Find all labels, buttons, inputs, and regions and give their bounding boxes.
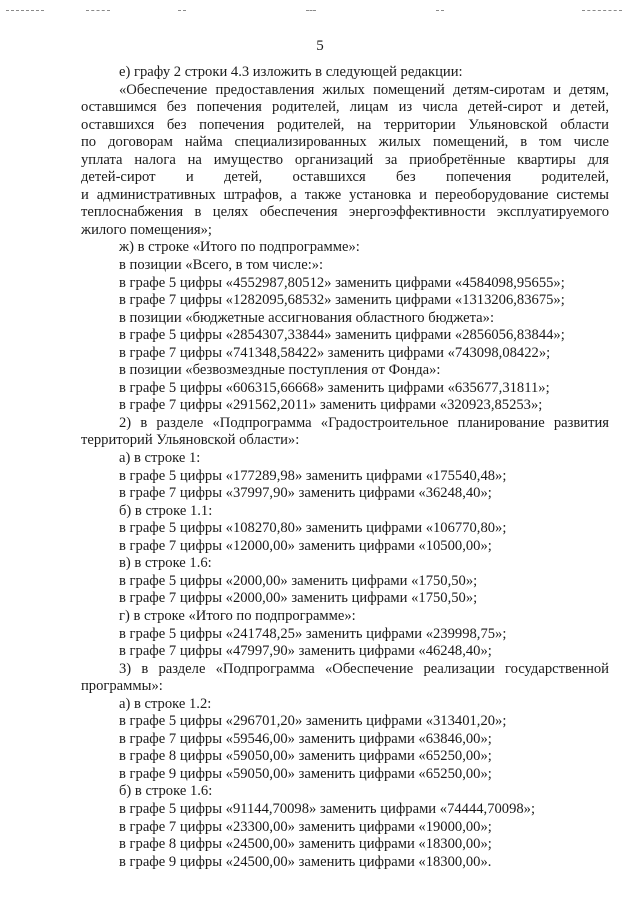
text-line: в графе 5 цифры «2000,00» заменить цифрами «1750,50»; — [119, 572, 478, 589]
scan-artifact — [6, 10, 44, 11]
text-line: оставшимся без попечения родителей, лицам из числа детей-сирот и детей, — [81, 99, 609, 116]
page-number: 5 — [316, 38, 324, 54]
text-line: программы»: — [81, 678, 163, 695]
text-line: в графе 5 цифры «177289,98» заменить цифрами «175540,48»; — [119, 467, 507, 484]
text-line: в графе 7 цифры «2000,00» заменить цифрами «1750,50»; — [119, 590, 478, 607]
text-line: в графе 5 цифры «241748,25» заменить цифрами «239998,75»; — [119, 625, 507, 642]
text-line: в графе 5 цифры «606315,66668» заменить цифрами «635677,31811»; — [119, 379, 550, 396]
text-line: «Обеспечение предоставления жилых помещений детям-сиротам и детям, — [119, 81, 609, 98]
text-line: уплата налога на имущество организаций за приобретённые квартиры для — [81, 151, 609, 168]
text-line: б) в строке 1.1: — [119, 502, 213, 519]
text-line: и административных штрафов, а также установка и переоборудование системы — [81, 186, 609, 203]
scan-artifact — [436, 10, 444, 11]
text-line: ж) в строке «Итого по подпрограмме»: — [119, 239, 360, 256]
text-line: в графе 7 цифры «37997,90» заменить цифрами «36248,40»; — [119, 485, 492, 502]
text-line: жилого помещения»; — [81, 221, 212, 238]
text-line: в позиции «безвозмездные поступления от Фонда»: — [119, 362, 441, 379]
text-line: в графе 7 цифры «12000,00» заменить цифрами «10500,00»; — [119, 537, 492, 554]
text-line: по договорам найма специализированных жилых помещений, в том числе — [81, 134, 609, 151]
scan-artifact — [86, 10, 110, 11]
scan-artifact — [306, 10, 316, 11]
text-line: территорий Ульяновской области»: — [81, 432, 300, 449]
text-line: в графе 9 цифры «24500,00» заменить цифрами «18300,00». — [119, 853, 492, 870]
text-line: в графе 8 цифры «24500,00» заменить цифрами «18300,00»; — [119, 836, 492, 853]
scan-artifact — [178, 10, 186, 11]
text-line: в графе 5 цифры «2854307,33844» заменить цифрами «2856056,83844»; — [119, 327, 565, 344]
text-line: в графе 5 цифры «91144,70098» заменить цифрами «74444,70098»; — [119, 800, 536, 817]
text-line: в графе 7 цифры «47997,90» заменить цифрами «46248,40»; — [119, 643, 492, 660]
text-line: в графе 7 цифры «59546,00» заменить цифрами «63846,00»; — [119, 730, 492, 747]
text-line: теплоснабжения в целях обеспечения энергоэффективности эксплуатируемого — [81, 204, 609, 221]
text-line: в графе 5 цифры «296701,20» заменить цифрами «313401,20»; — [119, 713, 507, 730]
text-line: в графе 7 цифры «23300,00» заменить цифрами «19000,00»; — [119, 818, 492, 835]
text-line: 2) в разделе «Подпрограмма «Градостроительное планирование развития — [119, 414, 609, 431]
text-line: в графе 5 цифры «4552987,80512» заменить цифрами «4584098,95655»; — [119, 274, 565, 291]
text-line: 3) в разделе «Подпрограмма «Обеспечение реализации государственной — [119, 660, 609, 677]
text-line: а) в строке 1.2: — [119, 695, 212, 712]
text-line: в графе 7 цифры «1282095,68532» заменить цифрами «1313206,83675»; — [119, 292, 565, 309]
text-line: в графе 8 цифры «59050,00» заменить цифрами «65250,00»; — [119, 748, 492, 765]
text-line: в графе 5 цифры «108270,80» заменить цифрами «106770,80»; — [119, 520, 507, 537]
scan-artifact — [582, 10, 622, 11]
text-line: в графе 9 цифры «59050,00» заменить цифрами «65250,00»; — [119, 765, 492, 782]
text-line: г) в строке «Итого по подпрограмме»: — [119, 607, 356, 624]
text-line: оставшихся без попечения родителей, на территории Ульяновской области — [81, 116, 609, 133]
text-line: в графе 7 цифры «741348,58422» заменить цифрами «743098,08422»; — [119, 344, 551, 361]
text-line: в позиции «Всего, в том числе:»: — [119, 257, 324, 274]
text-line: в графе 7 цифры «291562,2011» заменить цифрами «320923,85253»; — [119, 397, 543, 414]
text-line: а) в строке 1: — [119, 450, 201, 467]
text-line: в позиции «бюджетные ассигнования областного бюджета»: — [119, 309, 494, 326]
text-line: е) графу 2 строки 4.3 изложить в следующей редакции: — [119, 64, 463, 80]
text-line: детей-сирот и детей, оставшихся без попечения родителей, — [81, 169, 609, 186]
text-line: в) в строке 1.6: — [119, 555, 212, 572]
document-body — [81, 64, 609, 871]
text-line: б) в строке 1.6: — [119, 783, 213, 800]
